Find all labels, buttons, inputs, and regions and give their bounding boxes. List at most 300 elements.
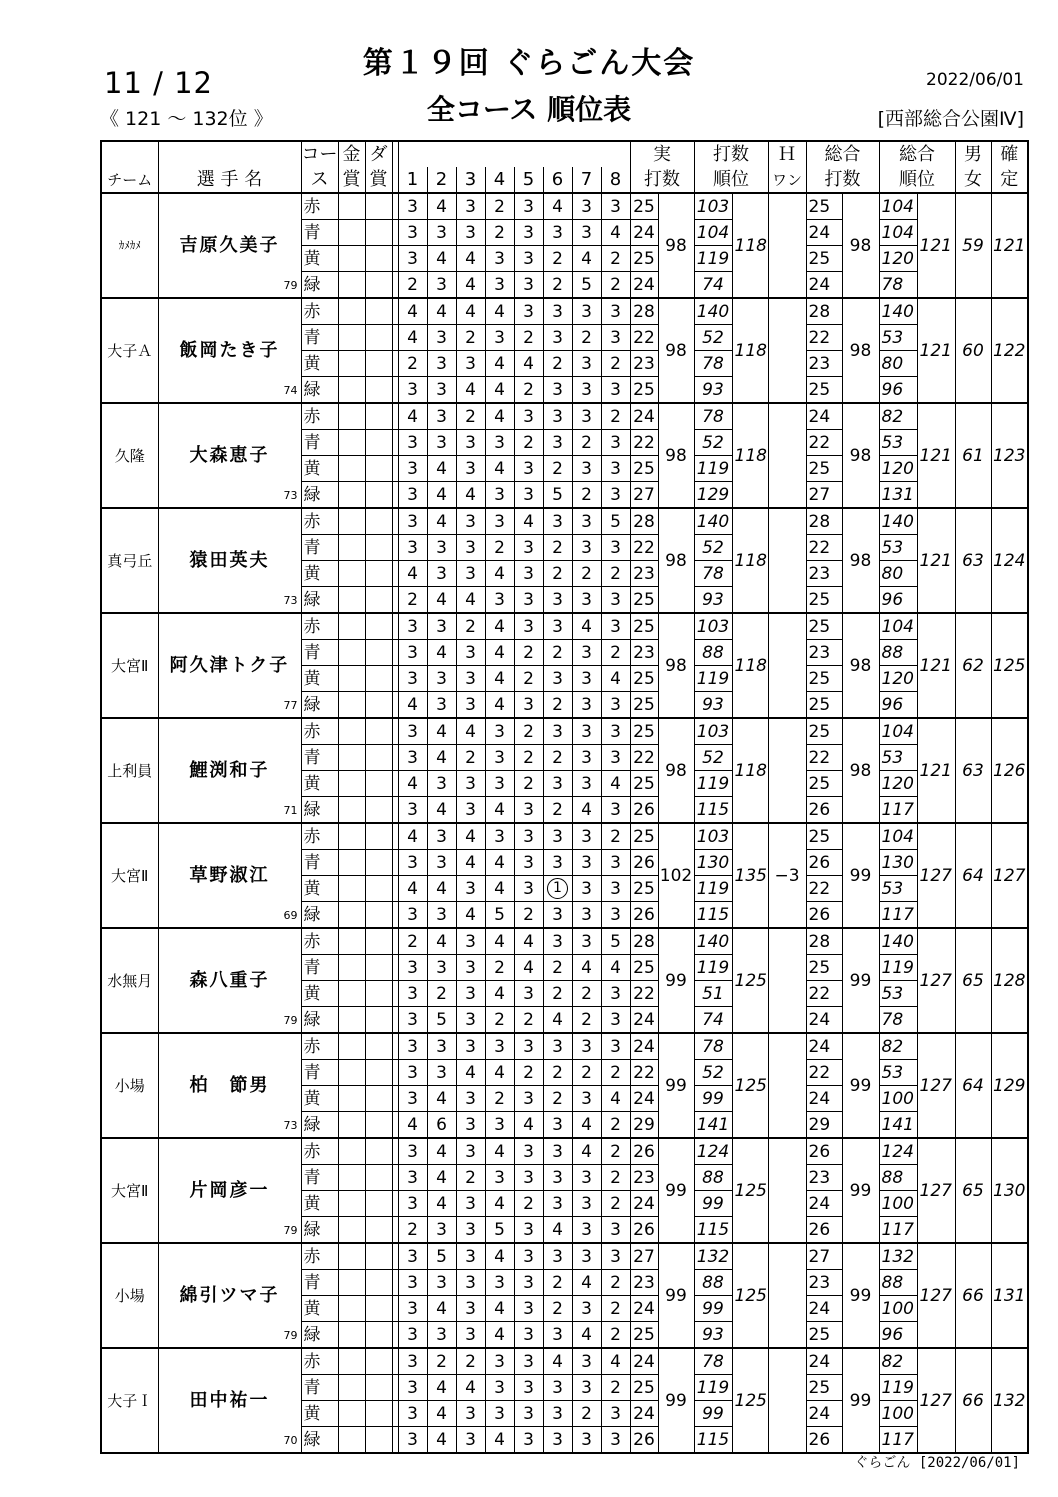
hole-score: 4 [543, 1348, 572, 1375]
hole-score: 3 [456, 1007, 485, 1034]
course-sum: 25 [630, 1375, 658, 1401]
hole-score: 2 [543, 1086, 572, 1112]
hole-score: 3 [601, 1033, 630, 1060]
hole-score: 2 [514, 1007, 543, 1034]
da-award-cell [365, 430, 392, 456]
gender-rank: 59 [955, 193, 991, 298]
gender-rank: 64 [955, 1033, 991, 1138]
total-course-rank: 53 [879, 1060, 917, 1086]
hole-score: 3 [398, 535, 427, 561]
col-name: 選 手 名 [158, 167, 301, 193]
hole-score: 5 [427, 1007, 456, 1034]
player-name [158, 298, 301, 403]
hole-score: 4 [427, 718, 456, 745]
actual-strokes: 99 [658, 928, 694, 1033]
hole-score: 4 [427, 640, 456, 666]
hole-score: 2 [514, 718, 543, 745]
course-sum: 23 [630, 1270, 658, 1296]
team-name: 水無月 [101, 928, 158, 1033]
col-hole-8: 8 [601, 167, 630, 193]
hole-score: 3 [456, 692, 485, 719]
hole-score: 3 [398, 718, 427, 745]
total-course-rank: 124 [879, 1138, 917, 1165]
gold-award-cell [338, 640, 365, 666]
hole-score: 4 [514, 351, 543, 377]
hole-score: 3 [398, 508, 427, 535]
total-course-sum: 22 [806, 1060, 842, 1086]
da-award-cell [365, 823, 392, 850]
total-course-sum: 26 [806, 1217, 842, 1244]
gold-award-cell [338, 613, 365, 640]
hole-score: 3 [572, 1086, 601, 1112]
hole-score: 3 [572, 535, 601, 561]
total-course-sum: 23 [806, 640, 842, 666]
hole-score: 4 [572, 1270, 601, 1296]
course-label: 赤 [301, 613, 338, 640]
player-name [158, 1138, 301, 1243]
total-course-rank: 82 [879, 1033, 917, 1060]
course-label: 緑 [301, 1112, 338, 1139]
stroke-rank: 118 [732, 403, 768, 508]
total-rank: 127 [917, 1348, 955, 1453]
course-sum: 24 [630, 1007, 658, 1034]
da-award-cell [365, 1401, 392, 1427]
course-rank: 93 [694, 587, 732, 614]
total-strokes: 98 [842, 508, 879, 613]
total-course-rank: 117 [879, 1427, 917, 1454]
col-gold: 金 [338, 141, 365, 167]
hole-score: 3 [398, 797, 427, 824]
total-course-rank: 53 [879, 325, 917, 351]
course-label: 赤 [301, 718, 338, 745]
player-age: 77 [283, 699, 298, 712]
hole-score: 3 [572, 692, 601, 719]
table-row [101, 298, 1028, 325]
gender-rank: 63 [955, 508, 991, 613]
course-sum: 25 [630, 587, 658, 614]
course-sum: 25 [630, 377, 658, 404]
hole-score: 4 [601, 1086, 630, 1112]
hole-score: 3 [572, 508, 601, 535]
team-name: 大子Ｉ [101, 1348, 158, 1453]
total-course-sum: 24 [806, 1086, 842, 1112]
course-sum: 25 [630, 246, 658, 272]
player-name-text: 田中祐一 [189, 1389, 270, 1411]
hole-score: 2 [514, 745, 543, 771]
total-course-sum: 28 [806, 298, 842, 325]
da-award-cell [365, 587, 392, 614]
course-sum: 23 [630, 1165, 658, 1191]
hole-in-one-adjust [768, 718, 806, 823]
hole-score: 4 [514, 1112, 543, 1139]
da-award-cell [365, 1270, 392, 1296]
course-sum: 25 [630, 613, 658, 640]
hole-score: 3 [398, 1007, 427, 1034]
hole-score: 4 [572, 1112, 601, 1139]
table-row [101, 1138, 1028, 1165]
total-course-rank: 131 [879, 482, 917, 509]
player-name-text: 綿引ツマ子 [179, 1284, 280, 1306]
total-course-sum: 25 [806, 823, 842, 850]
hole-score: 2 [601, 640, 630, 666]
hole-score: 3 [456, 193, 485, 220]
hole-score: 3 [456, 771, 485, 797]
hole-score: 3 [514, 613, 543, 640]
col-trank: 総合 [879, 141, 955, 167]
da-award-cell [365, 325, 392, 351]
course-sum: 24 [630, 1191, 658, 1217]
course-rank: 115 [694, 1217, 732, 1244]
gold-award-cell [338, 1427, 365, 1454]
total-course-rank: 141 [879, 1112, 917, 1139]
course-rank: 119 [694, 456, 732, 482]
course-label: 赤 [301, 508, 338, 535]
hole-score: 3 [485, 587, 514, 614]
hole-score: 3 [514, 220, 543, 246]
course-rank: 115 [694, 902, 732, 929]
hole-score: 3 [427, 692, 456, 719]
gold-award-cell [338, 535, 365, 561]
hole-score: 3 [543, 1375, 572, 1401]
hole-score: 2 [485, 220, 514, 246]
course-label: 赤 [301, 823, 338, 850]
hole-score: 3 [543, 1112, 572, 1139]
da-award-cell [365, 220, 392, 246]
hole-score: 4 [456, 1375, 485, 1401]
hole-in-one-adjust [768, 928, 806, 1033]
hole-score: 3 [572, 1243, 601, 1270]
hole-score: 3 [456, 456, 485, 482]
venue: [西部総合公園Ⅳ] [877, 108, 1024, 130]
hole-score: 2 [514, 430, 543, 456]
final-rank: 130 [991, 1138, 1028, 1243]
player-age: 79 [283, 279, 298, 292]
hole-score: 3 [543, 928, 572, 955]
hole-score: 2 [543, 692, 572, 719]
hole-score: 4 [485, 850, 514, 876]
hole-score: 3 [572, 1296, 601, 1322]
course-rank: 141 [694, 1112, 732, 1139]
hole-score: 3 [398, 613, 427, 640]
hole-score: 3 [427, 955, 456, 981]
course-sum: 23 [630, 640, 658, 666]
hole-score: 4 [485, 981, 514, 1007]
gender-rank: 60 [955, 298, 991, 403]
hole-score: 3 [514, 1243, 543, 1270]
hole-score: 3 [543, 298, 572, 325]
course-rank: 115 [694, 797, 732, 824]
hole-score: 3 [572, 1427, 601, 1454]
hole-score: 3 [514, 1033, 543, 1060]
total-course-rank: 140 [879, 508, 917, 535]
hole-score: 3 [514, 272, 543, 299]
table-body [101, 193, 1028, 1453]
total-course-rank: 120 [879, 771, 917, 797]
gender-rank: 65 [955, 928, 991, 1033]
da-award-cell [365, 1322, 392, 1349]
hole-score: 3 [543, 718, 572, 745]
table-row [101, 1243, 1028, 1270]
stroke-rank: 118 [732, 508, 768, 613]
hole-in-one-adjust [768, 613, 806, 718]
gold-award-cell [338, 456, 365, 482]
hole-score: 3 [514, 456, 543, 482]
gold-award-cell [338, 876, 365, 902]
total-course-sum: 26 [806, 850, 842, 876]
course-rank: 52 [694, 430, 732, 456]
da-award-cell [365, 1348, 392, 1375]
col-gender: 男 [955, 141, 991, 167]
hole-score: 5 [485, 902, 514, 929]
course-label: 黄 [301, 666, 338, 692]
total-course-rank: 82 [879, 403, 917, 430]
total-course-sum: 25 [806, 692, 842, 719]
hole-score: 4 [572, 246, 601, 272]
hole-score: 3 [398, 482, 427, 509]
hole-score: 4 [601, 220, 630, 246]
total-course-sum: 25 [806, 1375, 842, 1401]
hole-score: 3 [456, 1086, 485, 1112]
actual-strokes: 98 [658, 718, 694, 823]
course-label: 青 [301, 325, 338, 351]
hole-score: 2 [601, 1322, 630, 1349]
hole-score: 3 [427, 430, 456, 456]
hole-score: 4 [485, 613, 514, 640]
hole-score: 3 [514, 246, 543, 272]
col-rank: 打数 [694, 141, 768, 167]
hole-score: 4 [427, 1165, 456, 1191]
hole-score: 3 [398, 666, 427, 692]
total-strokes: 98 [842, 718, 879, 823]
hole-score: 4 [456, 377, 485, 404]
total-course-sum: 24 [806, 1401, 842, 1427]
gold-award-cell [338, 377, 365, 404]
table-row [101, 613, 1028, 640]
gold-award-cell [338, 193, 365, 220]
course-rank: 93 [694, 1322, 732, 1349]
page-title: 第１９回 ぐらごん大会 [362, 46, 696, 81]
da-award-cell [365, 1243, 392, 1270]
hole-score: 3 [456, 561, 485, 587]
hole-score: 3 [543, 1243, 572, 1270]
hole-score: 2 [543, 1060, 572, 1086]
col-total: 総合 [806, 141, 879, 167]
hole-score: 3 [543, 430, 572, 456]
total-course-sum: 28 [806, 508, 842, 535]
da-award-cell [365, 377, 392, 404]
hole-score: 3 [514, 1165, 543, 1191]
total-course-sum: 26 [806, 902, 842, 929]
total-course-rank: 96 [879, 377, 917, 404]
hole-score: 2 [572, 430, 601, 456]
da-award-cell [365, 508, 392, 535]
course-sum: 25 [630, 876, 658, 902]
hole-score: 3 [601, 193, 630, 220]
player-name [158, 928, 301, 1033]
hole-score: 3 [456, 640, 485, 666]
player-age: 79 [283, 1014, 298, 1027]
course-label: 青 [301, 1165, 338, 1191]
total-course-rank: 88 [879, 1270, 917, 1296]
stroke-rank: 118 [732, 298, 768, 403]
course-sum: 22 [630, 535, 658, 561]
total-course-rank: 53 [879, 981, 917, 1007]
hole-score: 4 [427, 876, 456, 902]
course-rank: 140 [694, 928, 732, 955]
hole-score: 4 [456, 850, 485, 876]
hole-score: 6 [427, 1112, 456, 1139]
gender-rank: 65 [955, 1138, 991, 1243]
gold-award-cell [338, 666, 365, 692]
hole-score: 4 [485, 1060, 514, 1086]
total-course-rank: 117 [879, 1217, 917, 1244]
hole-score: 3 [456, 797, 485, 824]
total-course-rank: 88 [879, 640, 917, 666]
total-course-rank: 53 [879, 745, 917, 771]
course-sum: 25 [630, 193, 658, 220]
player-age: 73 [283, 489, 298, 502]
player-name [158, 193, 301, 298]
team-name: 上利員 [101, 718, 158, 823]
da-award-cell [365, 1191, 392, 1217]
course-sum: 22 [630, 981, 658, 1007]
hole-score: 3 [514, 482, 543, 509]
total-course-rank: 117 [879, 902, 917, 929]
course-rank: 119 [694, 1375, 732, 1401]
hole-score: 4 [601, 771, 630, 797]
actual-strokes: 98 [658, 193, 694, 298]
table-row [101, 403, 1028, 430]
course-label: 青 [301, 1060, 338, 1086]
hole-score: 2 [543, 797, 572, 824]
total-course-sum: 29 [806, 1112, 842, 1139]
hole-score: 3 [543, 220, 572, 246]
player-name-text: 柏 節男 [189, 1074, 270, 1096]
hole-score: 3 [543, 666, 572, 692]
course-label: 黄 [301, 771, 338, 797]
hole-score: 3 [456, 1322, 485, 1349]
stroke-rank: 125 [732, 1243, 768, 1348]
hole-score: 3 [427, 1217, 456, 1244]
player-name-text: 片岡彦一 [189, 1179, 270, 1201]
hole-score: 3 [485, 1033, 514, 1060]
final-rank: 128 [991, 928, 1028, 1033]
total-course-rank: 80 [879, 351, 917, 377]
hole-score: 3 [601, 797, 630, 824]
total-course-sum: 25 [806, 456, 842, 482]
course-rank: 103 [694, 823, 732, 850]
course-label: 緑 [301, 377, 338, 404]
total-strokes: 99 [842, 1348, 879, 1453]
hole-score: 2 [601, 561, 630, 587]
course-sum: 24 [630, 1033, 658, 1060]
hole-score: 3 [398, 902, 427, 929]
gender-rank: 62 [955, 613, 991, 718]
total-rank: 121 [917, 193, 955, 298]
total-course-rank: 82 [879, 1348, 917, 1375]
total-course-sum: 25 [806, 246, 842, 272]
hole-score: 3 [398, 220, 427, 246]
hole-score: 5 [601, 508, 630, 535]
total-course-sum: 24 [806, 1348, 842, 1375]
hole-score: 3 [514, 1375, 543, 1401]
hole-score: 4 [485, 1322, 514, 1349]
hole-score: 4 [398, 403, 427, 430]
final-rank: 129 [991, 1033, 1028, 1138]
course-label: 緑 [301, 1217, 338, 1244]
hole-score: 4 [456, 298, 485, 325]
hole-score: 3 [543, 1033, 572, 1060]
course-rank: 88 [694, 640, 732, 666]
hole-score: 3 [485, 482, 514, 509]
hole-score: 3 [456, 1217, 485, 1244]
course-label: 青 [301, 430, 338, 456]
da-award-cell [365, 193, 392, 220]
total-course-sum: 25 [806, 771, 842, 797]
total-strokes: 98 [842, 298, 879, 403]
hole-score: 4 [514, 955, 543, 981]
total-course-sum: 24 [806, 1033, 842, 1060]
col-hole-1: 1 [398, 167, 427, 193]
total-rank: 127 [917, 1243, 955, 1348]
total-rank: 121 [917, 613, 955, 718]
hole-score: 4 [514, 928, 543, 955]
hole-score: 5 [572, 272, 601, 299]
total-course-rank: 119 [879, 955, 917, 981]
course-rank: 88 [694, 1165, 732, 1191]
stroke-rank: 118 [732, 613, 768, 718]
hole-score: 3 [514, 823, 543, 850]
hole-score: 3 [572, 377, 601, 404]
gold-award-cell [338, 1243, 365, 1270]
hole-score: 4 [427, 246, 456, 272]
hole-score: 3 [601, 981, 630, 1007]
hole-score: 3 [398, 246, 427, 272]
hole-score: 4 [485, 403, 514, 430]
team-name: 小場 [101, 1033, 158, 1138]
total-course-rank: 119 [879, 1375, 917, 1401]
hole-score: 3 [456, 1243, 485, 1270]
table-row [101, 1033, 1028, 1060]
gold-award-cell [338, 482, 365, 509]
total-rank: 127 [917, 823, 955, 928]
total-strokes: 99 [842, 1138, 879, 1243]
hole-score: 3 [398, 1191, 427, 1217]
hole-score: 4 [456, 587, 485, 614]
course-label: 黄 [301, 561, 338, 587]
team-name: 久隆 [101, 403, 158, 508]
hole-score: 3 [572, 193, 601, 220]
da-award-cell [365, 1165, 392, 1191]
hole-score: 4 [485, 1138, 514, 1165]
course-rank: 99 [694, 1191, 732, 1217]
total-rank: 121 [917, 298, 955, 403]
hole-score: 4 [427, 298, 456, 325]
player-name [158, 403, 301, 508]
hole-score: 3 [572, 298, 601, 325]
hole-score: 3 [514, 587, 543, 614]
hole-score: 2 [543, 535, 572, 561]
hole-score: 3 [572, 456, 601, 482]
hole-score: 4 [485, 1243, 514, 1270]
hole-score: 3 [572, 876, 601, 902]
gold-award-cell [338, 928, 365, 955]
course-label: 緑 [301, 797, 338, 824]
col-hole-5: 5 [514, 167, 543, 193]
final-rank: 131 [991, 1243, 1028, 1348]
team-name: 真弓丘 [101, 508, 158, 613]
hole-score: 2 [572, 482, 601, 509]
